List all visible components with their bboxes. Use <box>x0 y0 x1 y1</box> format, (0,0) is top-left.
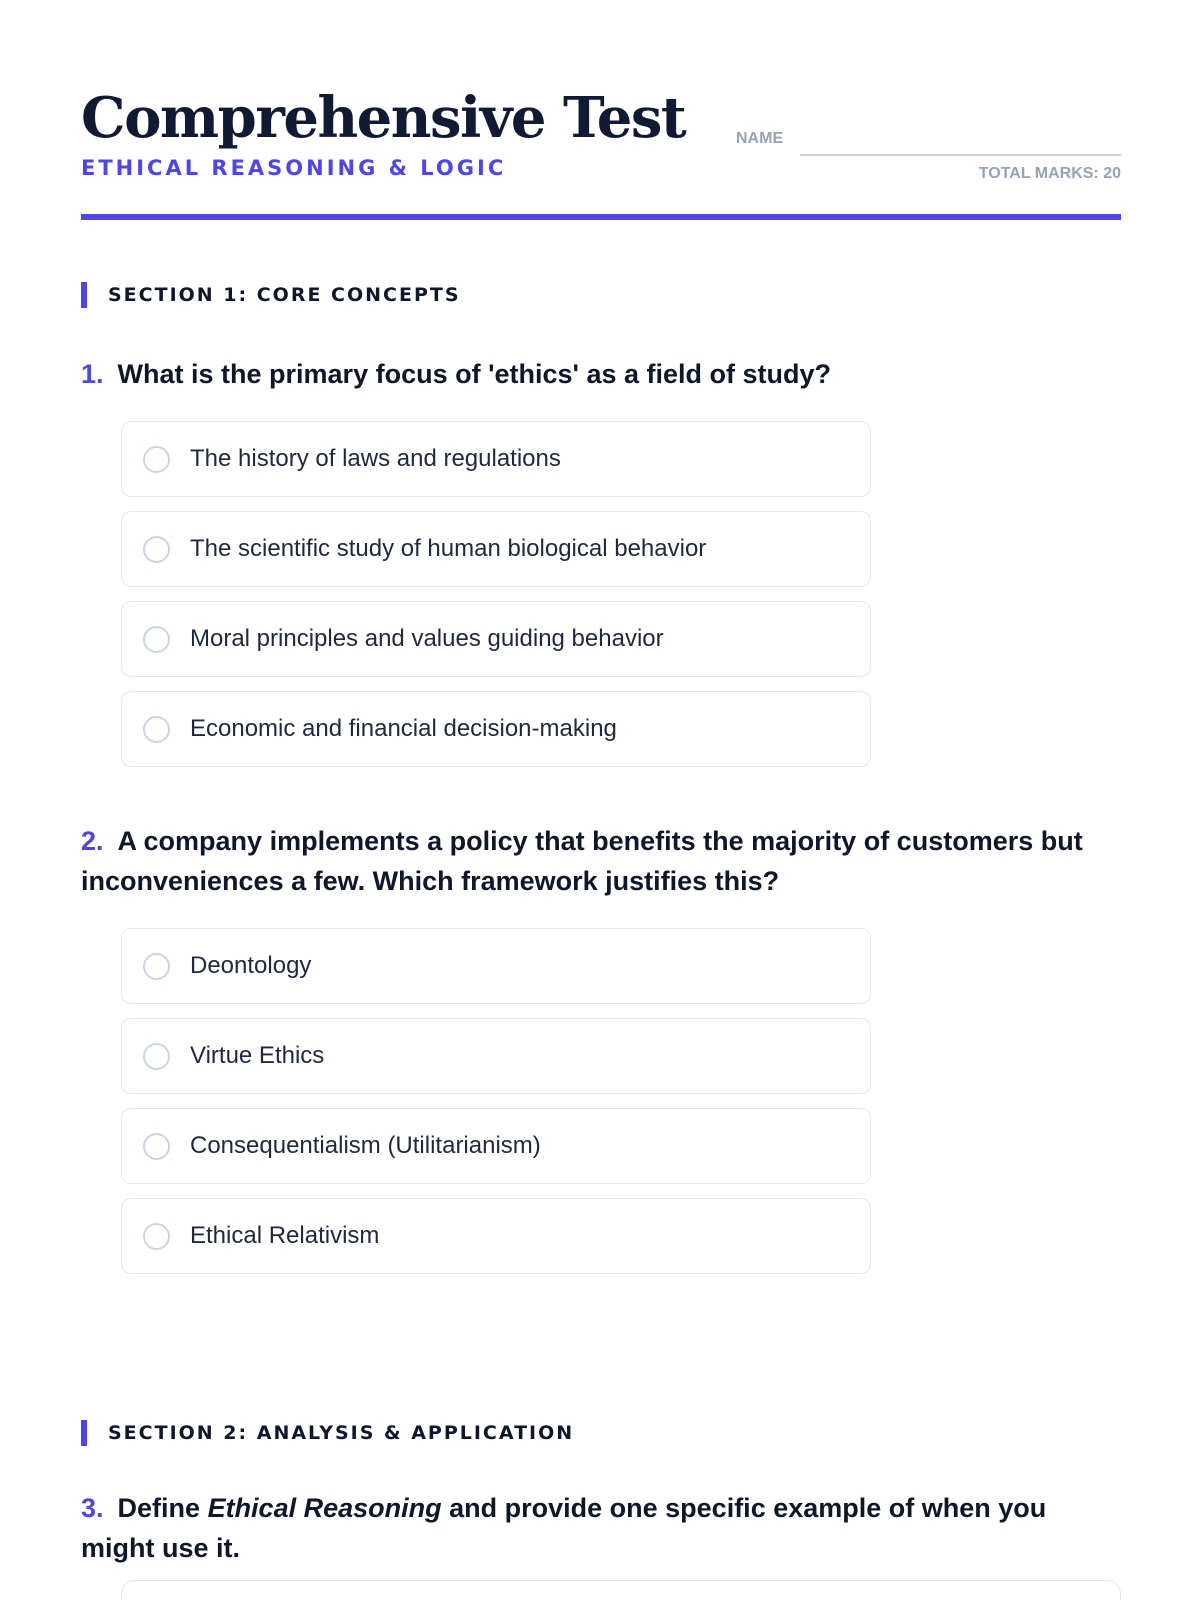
radio-button[interactable] <box>143 1133 170 1160</box>
option-label: The history of laws and regulations <box>190 445 561 472</box>
question-2 <box>81 821 1121 901</box>
option-label: Consequentialism (Utilitarianism) <box>190 1132 541 1159</box>
radio-button[interactable] <box>143 446 170 473</box>
question-1-options <box>121 421 871 781</box>
test-header <box>81 82 1121 222</box>
option-item[interactable] <box>121 1108 871 1184</box>
question-number: 3. <box>81 1493 104 1523</box>
option-item[interactable] <box>121 1198 871 1274</box>
question-text-start: Define <box>117 1493 208 1523</box>
question-number: 2. <box>81 826 104 856</box>
test-page <box>81 0 1121 1600</box>
header-divider <box>81 214 1121 220</box>
question-text: What is the primary focus of 'ethics' as a field of study? <box>117 359 832 389</box>
page-subtitle: ETHICAL REASONING & LOGIC <box>81 156 507 180</box>
radio-button[interactable] <box>143 716 170 743</box>
question-2-options <box>121 928 871 1288</box>
option-item[interactable] <box>121 1018 871 1094</box>
name-field[interactable] <box>736 122 1121 158</box>
option-label: Ethical Relativism <box>190 1222 380 1249</box>
radio-button[interactable] <box>143 1223 170 1250</box>
option-item[interactable] <box>121 928 871 1004</box>
section-accent-bar <box>81 282 87 308</box>
radio-button[interactable] <box>143 1043 170 1070</box>
total-marks: TOTAL MARKS: 20 <box>978 165 1121 182</box>
radio-button[interactable] <box>143 953 170 980</box>
option-label: Virtue Ethics <box>190 1042 325 1069</box>
name-label: NAME <box>736 130 784 147</box>
question-text: A company implements a policy that benefits the majority of customers but inconveniences a few. Which framework justifies this? <box>81 826 1083 896</box>
question-3 <box>81 1488 1121 1568</box>
question-emphasis: Ethical Reasoning <box>207 1493 442 1523</box>
section-title: SECTION 2: ANALYSIS & APPLICATION <box>108 1422 575 1444</box>
section-accent-bar <box>81 1420 87 1446</box>
question-1 <box>81 354 1121 394</box>
option-label: Moral principles and values guiding behavior <box>190 625 664 652</box>
question-number: 1. <box>81 359 104 389</box>
option-label: Economic and financial decision-making <box>190 715 617 742</box>
option-item[interactable] <box>121 601 871 677</box>
radio-button[interactable] <box>143 626 170 653</box>
option-item[interactable] <box>121 511 871 587</box>
answer-textarea[interactable] <box>121 1580 1121 1600</box>
radio-button[interactable] <box>143 536 170 563</box>
page-title: Comprehensive Test <box>81 85 686 151</box>
option-label: Deontology <box>190 952 312 979</box>
name-input-line[interactable] <box>800 154 1121 156</box>
section-title: SECTION 1: CORE CONCEPTS <box>108 284 461 306</box>
option-item[interactable] <box>121 691 871 767</box>
option-item[interactable] <box>121 421 871 497</box>
option-label: The scientific study of human biological behavior <box>190 535 707 562</box>
question-text-end: and provide one specific example of when you might use it. <box>81 1493 1047 1563</box>
